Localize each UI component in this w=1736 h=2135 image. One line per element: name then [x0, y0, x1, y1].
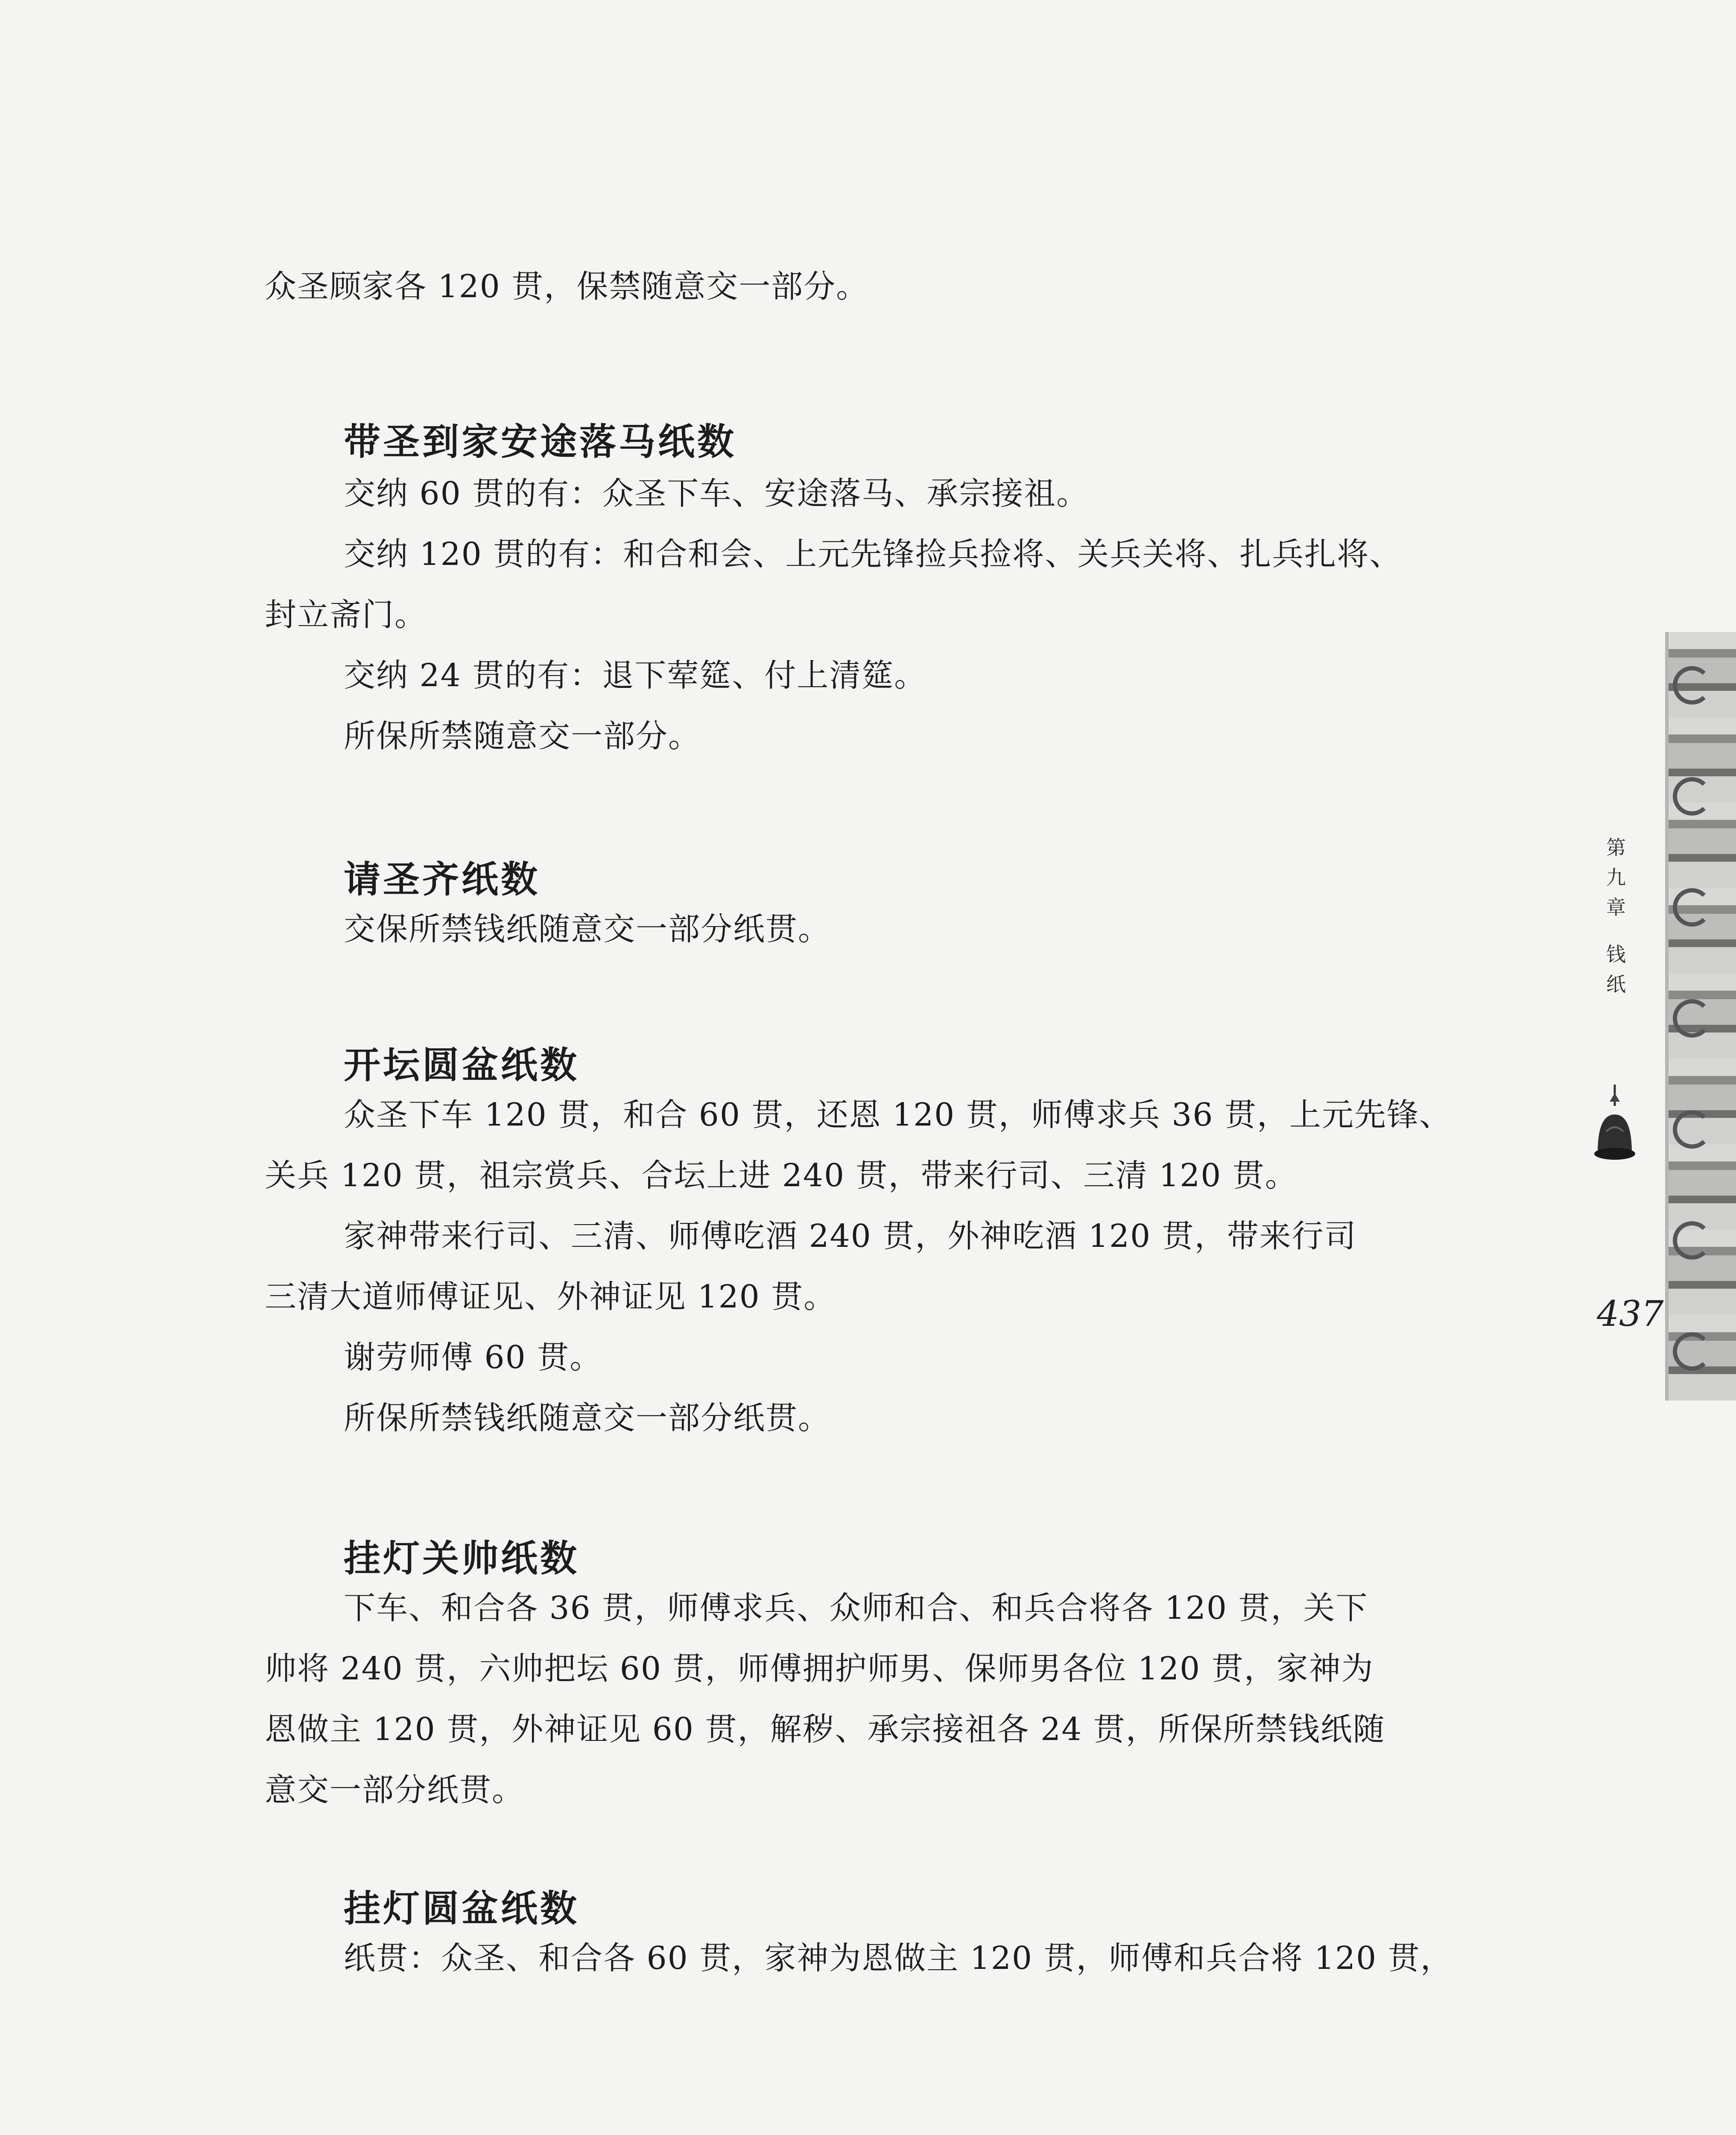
swirl-ornament-icon	[1673, 1332, 1711, 1371]
swirl-ornament-icon	[1673, 1110, 1711, 1149]
text-line: 交纳 60 贯的有：众圣下车、安途落马、承宗接祖。	[344, 475, 1089, 512]
text-line: 下车、和合各 36 贯，师傅求兵、众师和合、和兵合将各 120 贯，关下	[344, 1590, 1368, 1626]
text-line: 恩做主 120 贯，外神证见 60 贯，解秽、承宗接祖各 24 贯，所保所禁钱纸随	[265, 1711, 1385, 1748]
section-body	[265, 1928, 1460, 1989]
section-heading: 挂灯关帅纸数	[344, 1537, 579, 1580]
text-line: 众圣顾家各 120 贯，保禁随意交一部分。	[265, 268, 869, 305]
swirl-ornament-icon	[1673, 666, 1711, 705]
text-line: 封立斋门。	[265, 597, 427, 633]
chapter-char: 纸	[1606, 973, 1626, 996]
intro-paragraph	[265, 256, 1460, 317]
text-line: 三清大道师傅证见、外神证见 120 贯。	[265, 1278, 836, 1315]
swirl-ornament-icon	[1673, 777, 1711, 816]
section-heading: 请圣齐纸数	[344, 858, 540, 901]
text-line: 纸贯：众圣、和合各 60 贯，家神为恩做主 120 贯，师傅和兵合将 120 贯，	[344, 1940, 1453, 1977]
bell-ornament-icon	[1589, 1085, 1640, 1170]
swirl-ornament-icon	[1673, 999, 1711, 1038]
text-line: 所保所禁钱纸随意交一部分纸贯。	[344, 1400, 830, 1436]
text-line: 所保所禁随意交一部分。	[344, 718, 701, 755]
text-line: 关兵 120 贯，祖宗赏兵、合坛上进 240 贯，带来行司、三清 120 贯。	[265, 1157, 1298, 1194]
swirl-ornament-icon	[1673, 1221, 1711, 1260]
text-line: 意交一部分纸贯。	[265, 1772, 524, 1808]
text-line: 交纳 24 贯的有：退下荤筵、付上清筵。	[344, 657, 927, 694]
text-line: 谢劳师傅 60 贯。	[344, 1339, 602, 1376]
chapter-char: 章	[1606, 896, 1626, 919]
section-body	[265, 1085, 1460, 1448]
chapter-tab	[1605, 833, 1627, 999]
text-line: 帅将 240 贯，六帅把坛 60 贯，师傅拥护师男、保师男各位 120 贯，家神为	[265, 1650, 1374, 1687]
section-heading: 带圣到家安途落马纸数	[344, 421, 736, 463]
chapter-char: 钱	[1606, 943, 1626, 966]
text-line: 家神带来行司、三清、师傅吃酒 240 贯，外神吃酒 120 贯，带来行司	[344, 1218, 1357, 1255]
chapter-char: 九	[1606, 866, 1626, 889]
page-number: 437	[1597, 1294, 1664, 1334]
section-body	[265, 899, 1460, 959]
section-heading: 开坛圆盆纸数	[344, 1044, 579, 1087]
chapter-char: 第	[1606, 836, 1626, 859]
section-body	[265, 463, 1460, 766]
text-line: 交保所禁钱纸随意交一部分纸贯。	[344, 911, 830, 948]
swirl-ornament-icon	[1673, 888, 1711, 927]
text-line: 交纳 120 贯的有：和合和会、上元先锋捡兵捡将、关兵关将、扎兵扎将、	[344, 536, 1402, 573]
text-line: 众圣下车 120 贯，和合 60 贯，还恩 120 贯，师傅求兵 36 贯，上元先锋、	[344, 1097, 1452, 1133]
section-body	[265, 1578, 1460, 1820]
section-heading: 挂灯圆盆纸数	[344, 1887, 579, 1930]
